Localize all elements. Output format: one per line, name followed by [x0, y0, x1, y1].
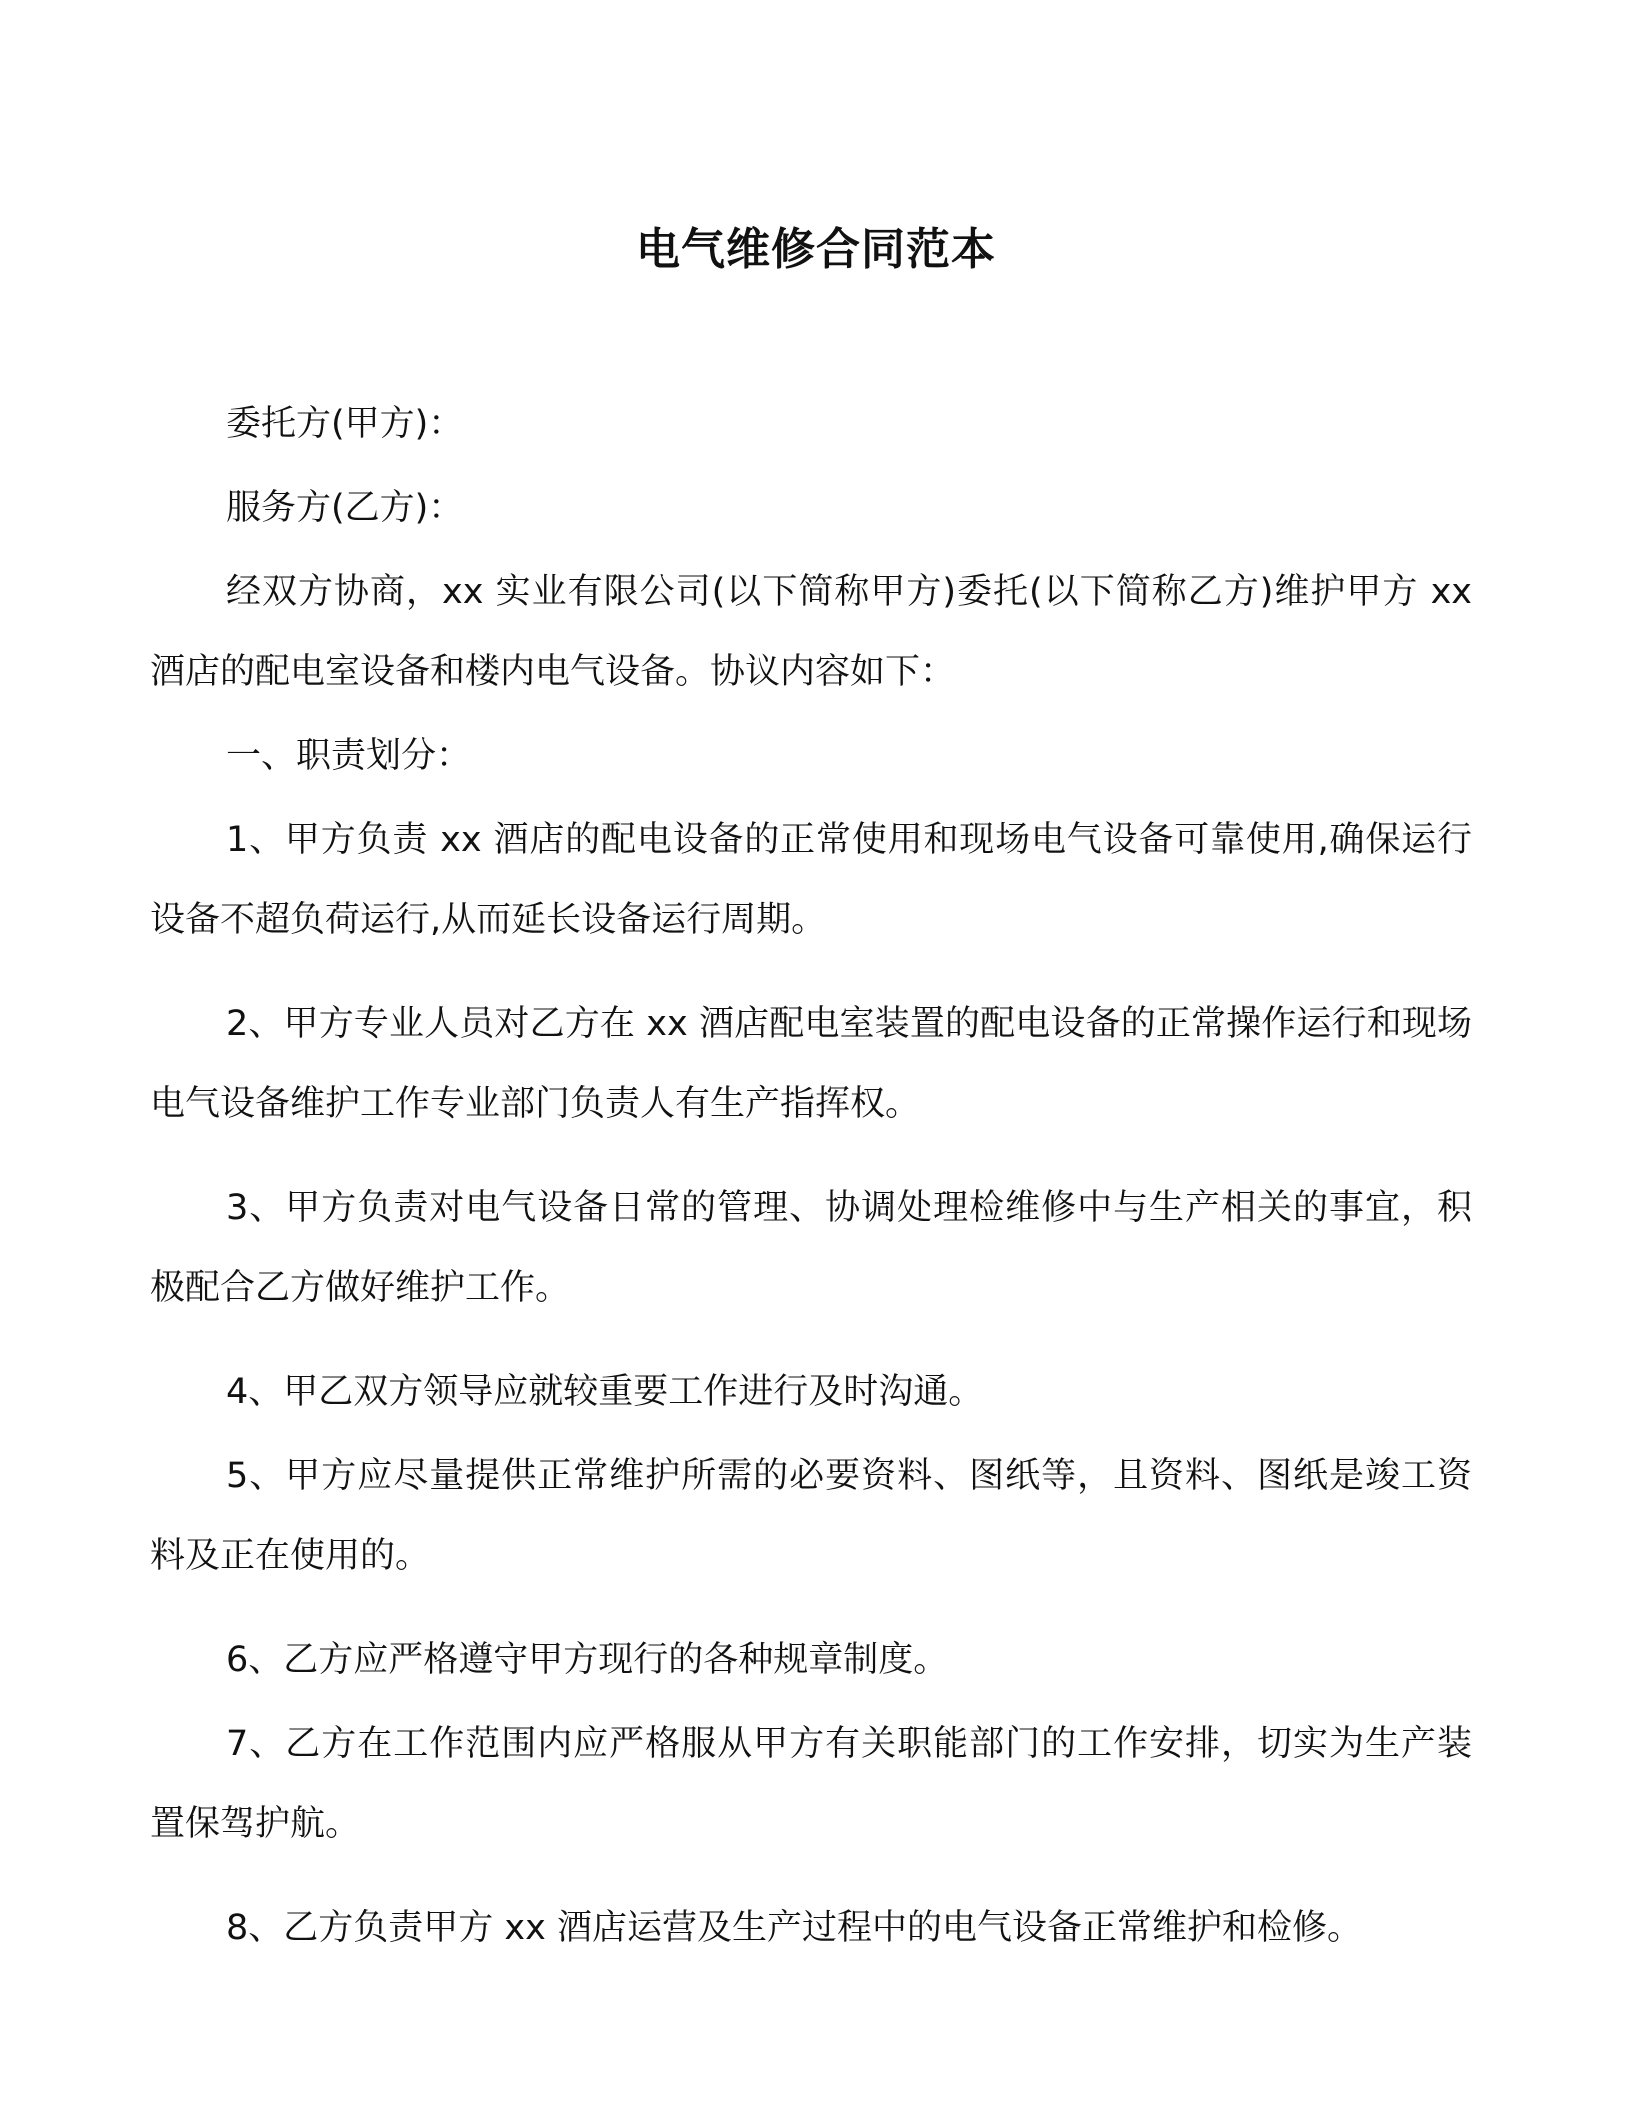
document-body [150, 384, 1472, 1972]
clause-1: 1、甲方负责 xx 酒店的配电设备的正常使用和现场电气设备可靠使用,确保运行设备不超负荷运行,从而延长设备运行周期。 [150, 820, 1472, 940]
document-title: 电气维修合同范本 [636, 224, 996, 275]
section-heading-responsibilities: 一、职责划分： [226, 736, 472, 776]
party-b-line: 服务方(乙方)： [226, 488, 464, 528]
clause-2: 2、甲方专业人员对乙方在 xx 酒店配电室装置的配电设备的正常操作运行和现场电气设备维护工作专业部门负责人有生产指挥权。 [150, 1004, 1472, 1124]
intro-paragraph: 经双方协商，xx 实业有限公司(以下简称甲方)委托(以下简称乙方)维护甲方 xx 酒店的配电室设备和楼内电气设备。协议内容如下： [150, 572, 1472, 692]
clause-3: 3、甲方负责对电气设备日常的管理、协调处理检维修中与生产相关的事宜，积极配合乙方做好维护工作。 [150, 1188, 1472, 1308]
clause-5: 5、甲方应尽量提供正常维护所需的必要资料、图纸等，且资料、图纸是竣工资料及正在使用的。 [150, 1456, 1472, 1576]
clause-8: 8、乙方负责甲方 xx 酒店运营及生产过程中的电气设备正常维护和检修。 [226, 1908, 1362, 1948]
clause-4: 4、甲乙双方领导应就较重要工作进行及时沟通。 [226, 1372, 984, 1412]
clause-6: 6、乙方应严格遵守甲方现行的各种规章制度。 [226, 1640, 949, 1680]
party-a-line: 委托方(甲方)： [226, 404, 464, 444]
clause-7: 7、乙方在工作范围内应严格服从甲方有关职能部门的工作安排，切实为生产装置保驾护航。 [150, 1724, 1472, 1844]
